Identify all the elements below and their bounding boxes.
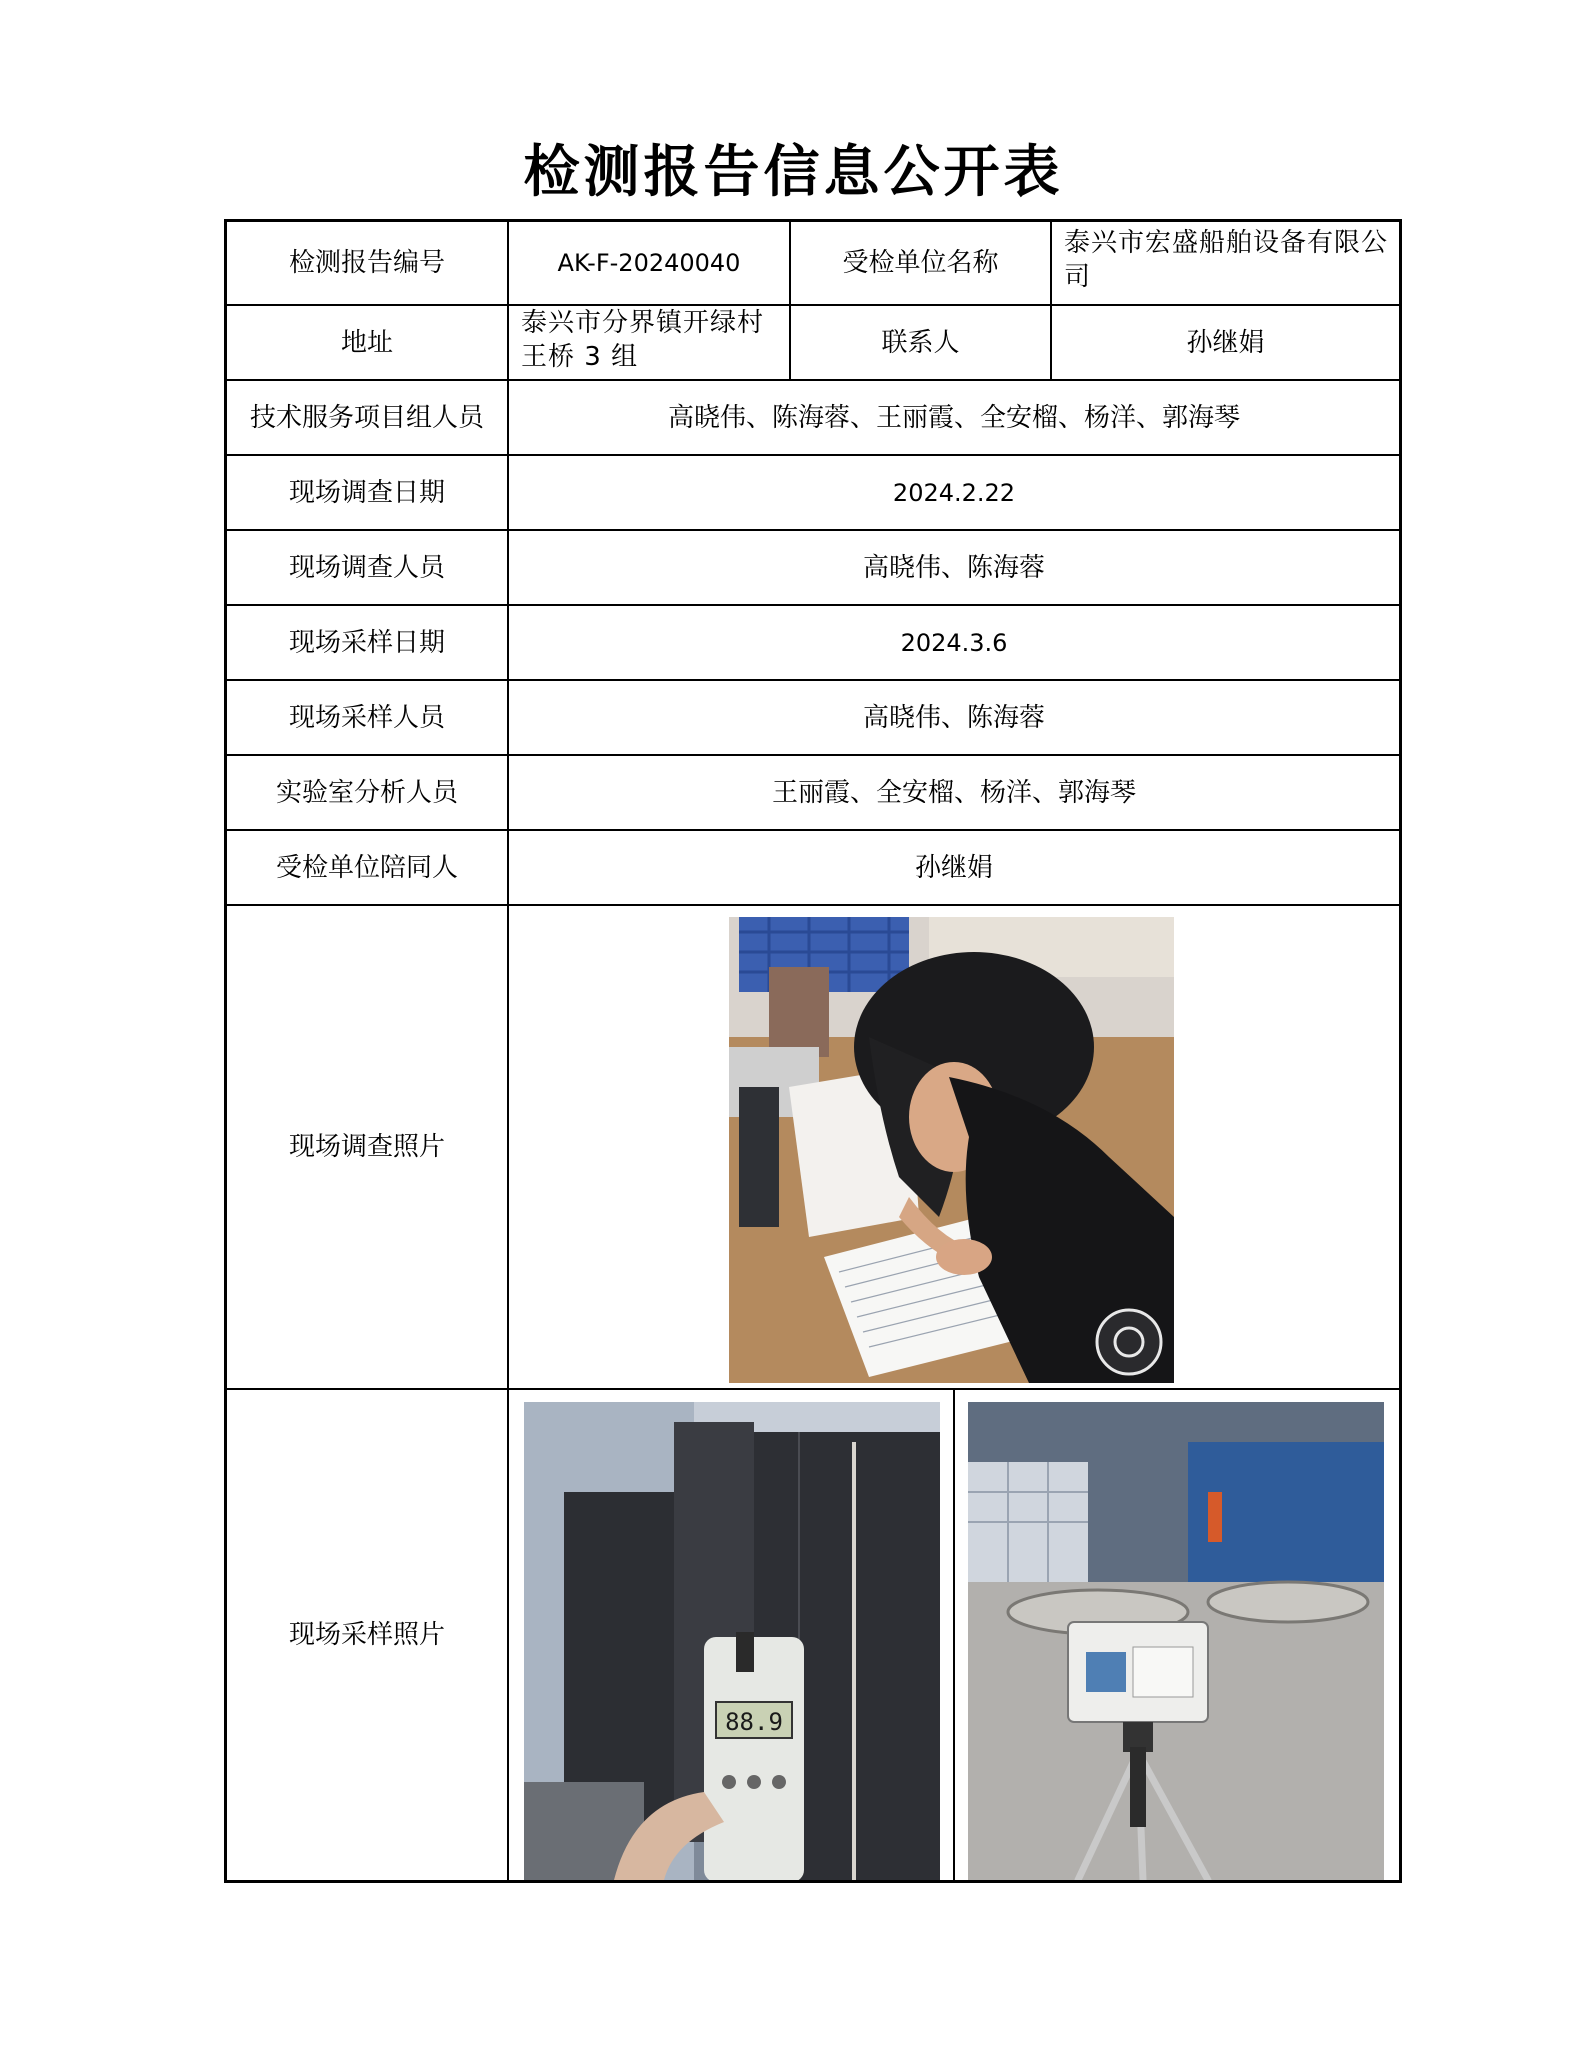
sample-photo-noise-meter xyxy=(524,1402,940,1880)
survey-staff-value: 高晓伟、陈海蓉 xyxy=(862,552,1045,583)
address-value: 泰兴市分界镇开绿村王桥 3 组 xyxy=(521,308,765,372)
info-table xyxy=(224,219,1402,1883)
lab-staff-value: 王丽霞、全安榴、杨洋、郭海琴 xyxy=(771,777,1136,808)
sample-photo-label: 现场采样照片 xyxy=(288,1620,445,1650)
contact-label: 联系人 xyxy=(881,327,960,358)
escort-value: 孙继娟 xyxy=(914,852,993,883)
report-no-value: AK-F-20240040 xyxy=(557,249,741,277)
unit-name-label: 受检单位名称 xyxy=(842,248,999,278)
survey-date-value: 2024.2.22 xyxy=(892,478,1016,507)
survey-staff-label: 现场调查人员 xyxy=(288,552,445,583)
sample-staff-value: 高晓伟、陈海蓉 xyxy=(862,702,1045,733)
survey-photo xyxy=(729,917,1174,1383)
sample-date-label: 现场采样日期 xyxy=(288,627,445,658)
meter-reading: 88.9 xyxy=(725,1708,783,1736)
sample-staff-label: 现场采样人员 xyxy=(288,702,445,733)
survey-date-label: 现场调查日期 xyxy=(288,477,445,508)
contact-value: 孙继娟 xyxy=(1186,327,1265,358)
page-title: 检测报告信息公开表 xyxy=(523,140,1064,205)
team-value: 高晓伟、陈海蓉、王丽霞、全安榴、杨洋、郭海琴 xyxy=(667,402,1240,433)
unit-name-value: 泰兴市宏盛船舶设备有限公司 xyxy=(1064,228,1389,292)
sample-date-value: 2024.3.6 xyxy=(900,628,1008,657)
lab-staff-label: 实验室分析人员 xyxy=(275,777,458,808)
escort-label: 受检单位陪同人 xyxy=(275,852,458,883)
survey-photo-label: 现场调查照片 xyxy=(288,1132,445,1162)
address-label: 地址 xyxy=(340,327,393,358)
sample-photo-air-sampler xyxy=(968,1402,1384,1880)
report-no-label: 检测报告编号 xyxy=(288,248,445,278)
team-label: 技术服务项目组人员 xyxy=(249,402,484,433)
